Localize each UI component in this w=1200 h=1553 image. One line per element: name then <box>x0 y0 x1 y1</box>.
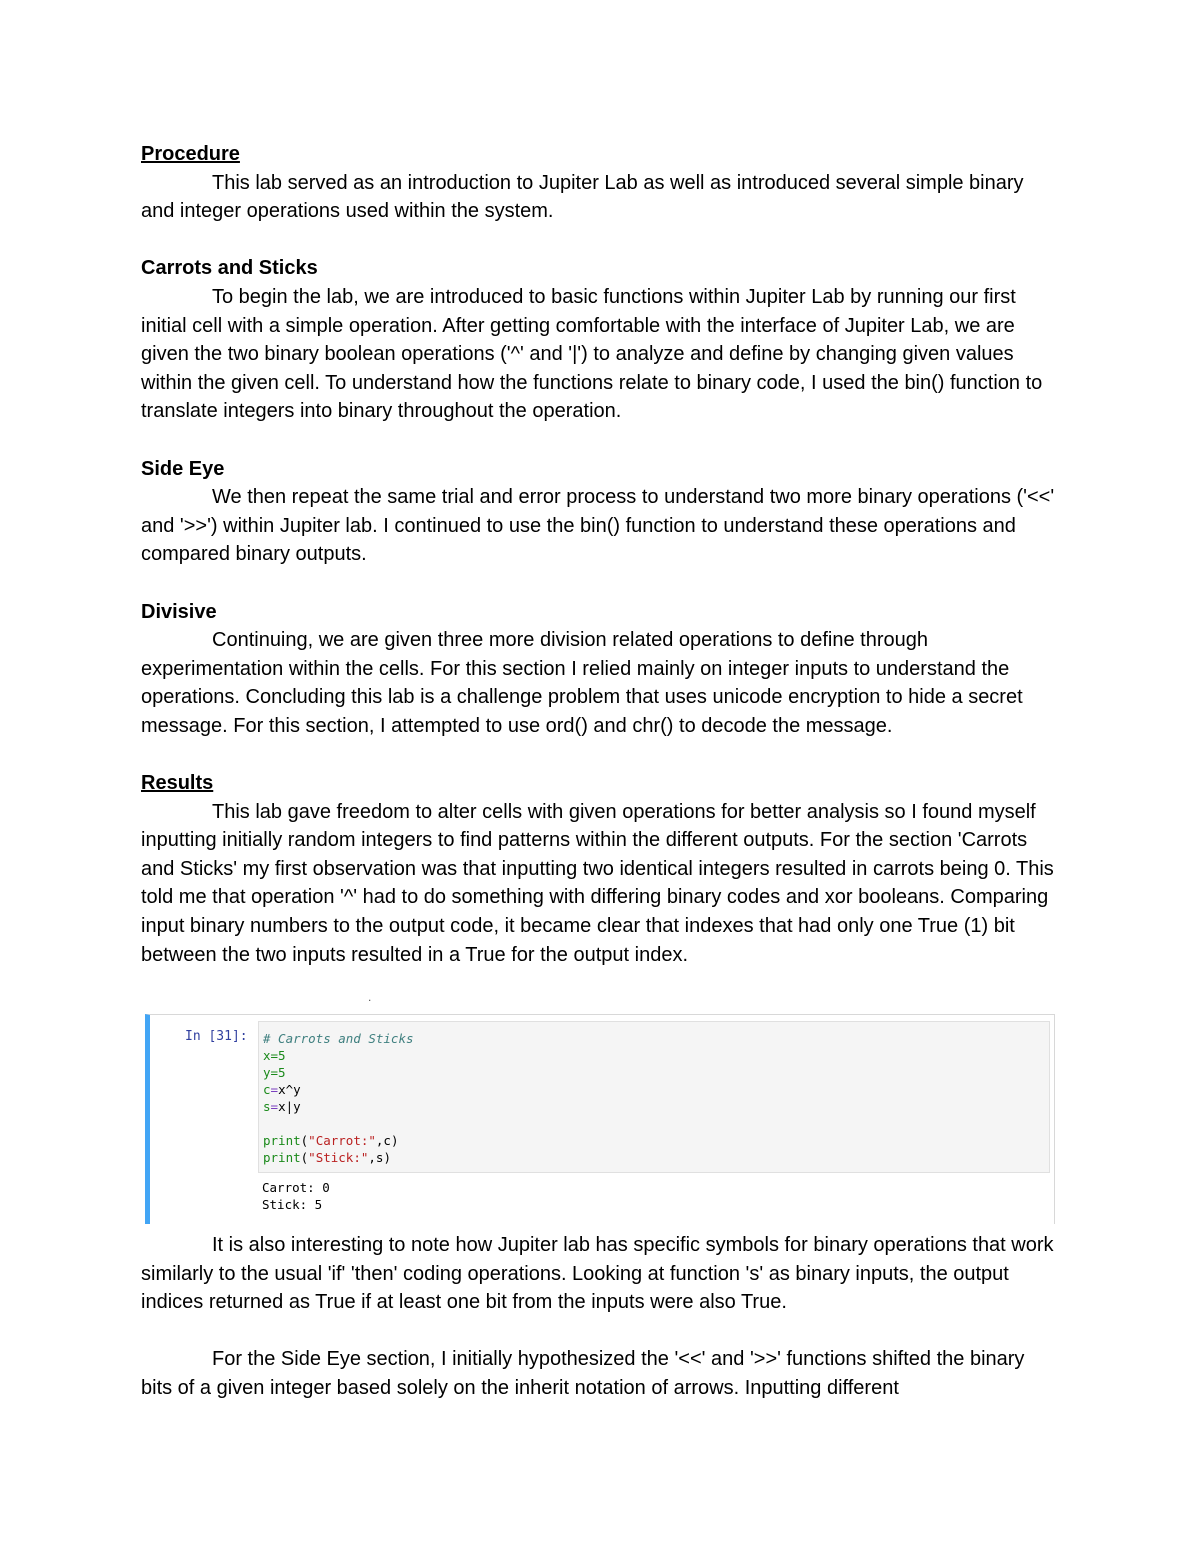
results-paragraph: This lab gave freedom to alter cells with given operations for better analysis so I found myself inputting initially random integers to find patterns within the different outputs. For the section 'Carrots and Sticks' my first observation was that inputting two identical integers resulted in carrots being 0. This told me that operation '^' had to do something with differing binary codes and xor booleans. Comparing input binary numbers to the output code, it became clear that indexes that had only one True (1) bit between the two inputs resulted in a True for the output index. <box>141 800 1054 966</box>
code-print1-open: ( <box>300 1133 309 1148</box>
carrots-heading: Carrots and Sticks <box>141 257 318 280</box>
code-print1-fn: print <box>263 1133 301 1148</box>
code-print2-open: ( <box>300 1150 309 1165</box>
code-expr-s: x|y <box>278 1099 301 1114</box>
cell-output <box>262 1179 330 1213</box>
code-var-s: s <box>263 1099 271 1114</box>
side-eye-heading: Side Eye <box>141 457 225 480</box>
document-body <box>141 140 1061 969</box>
code-print1-rest: ,c) <box>375 1133 399 1148</box>
results-heading: Results <box>141 772 214 795</box>
output-line-stick: Stick: 5 <box>262 1197 323 1212</box>
output-line-carrot: Carrot: 0 <box>262 1180 330 1195</box>
code-var-c: c <box>263 1082 271 1097</box>
code-eq-c: = <box>270 1082 279 1097</box>
procedure-heading: Procedure <box>141 143 240 165</box>
cell-code-editor[interactable] <box>258 1021 1050 1173</box>
code-var-y: y <box>263 1065 271 1080</box>
code-print1-str: "Carrot:" <box>308 1133 376 1148</box>
code-assign-y: =5 <box>270 1065 286 1080</box>
side-eye-analysis-paragraph: For the Side Eye section, I initially hypothesized the '<<' and '>>' functions shifted the binary bits of a given integer based solely on the inherit notation of arrows. Inputting different <box>141 1348 1025 1399</box>
side-eye-paragraph: We then repeat the same trial and error process to understand two more binary operations ('<<' and '>>') within Jupiter lab. I continued to use the bin() function to understand these operations and compared binary outputs. <box>141 486 1055 566</box>
code-assign-x: =5 <box>270 1048 286 1063</box>
document-body-continued <box>141 1231 1061 1403</box>
procedure-paragraph: This lab served as an introduction to Jupiter Lab as well as introduced several simple binary and integer operations used within the system. <box>141 171 1024 223</box>
code-comment: # Carrots and Sticks <box>263 1031 414 1046</box>
code-expr-c: x^y <box>278 1082 301 1097</box>
binary-symbols-paragraph: It is also interesting to note how Jupiter lab has specific symbols for binary operations that work similarly to the usual 'if' 'then' coding operations. Looking at function 's' as binary inputs, the output indices returned as True if at least one bit from the inputs were also True. <box>141 1234 1054 1314</box>
stray-mark: . <box>368 990 372 1004</box>
code-print2-str: "Stick:" <box>308 1150 369 1165</box>
divisive-heading: Divisive <box>141 600 217 623</box>
code-print2-rest: ,s) <box>368 1150 391 1165</box>
code-print2-fn: print <box>263 1150 301 1165</box>
cell-prompt: In [31]: <box>185 1029 248 1044</box>
code-eq-s: = <box>270 1099 279 1114</box>
jupyter-code-cell[interactable] <box>145 1014 1055 1224</box>
code-var-x: x <box>263 1048 271 1063</box>
carrots-paragraph: To begin the lab, we are introduced to basic functions within Jupiter Lab by running our first initial cell with a simple operation. After getting comfortable with the interface of Jupiter Lab, we are given the two binary boolean operations ('^' and '|') to analyze and define by changing given values within the given cell. To understand how the functions relate to binary code, I used the bin() function to translate integers into binary throughout the operation. <box>141 285 1043 423</box>
divisive-paragraph: Continuing, we are given three more division related operations to define through experimentation within the cells. For this section I relied mainly on integer inputs to understand the operations. Concluding this lab is a challenge problem that uses unicode encryption to hide a secret message. For this section, I attempted to use ord() and chr() to decode the message. <box>141 629 1023 737</box>
